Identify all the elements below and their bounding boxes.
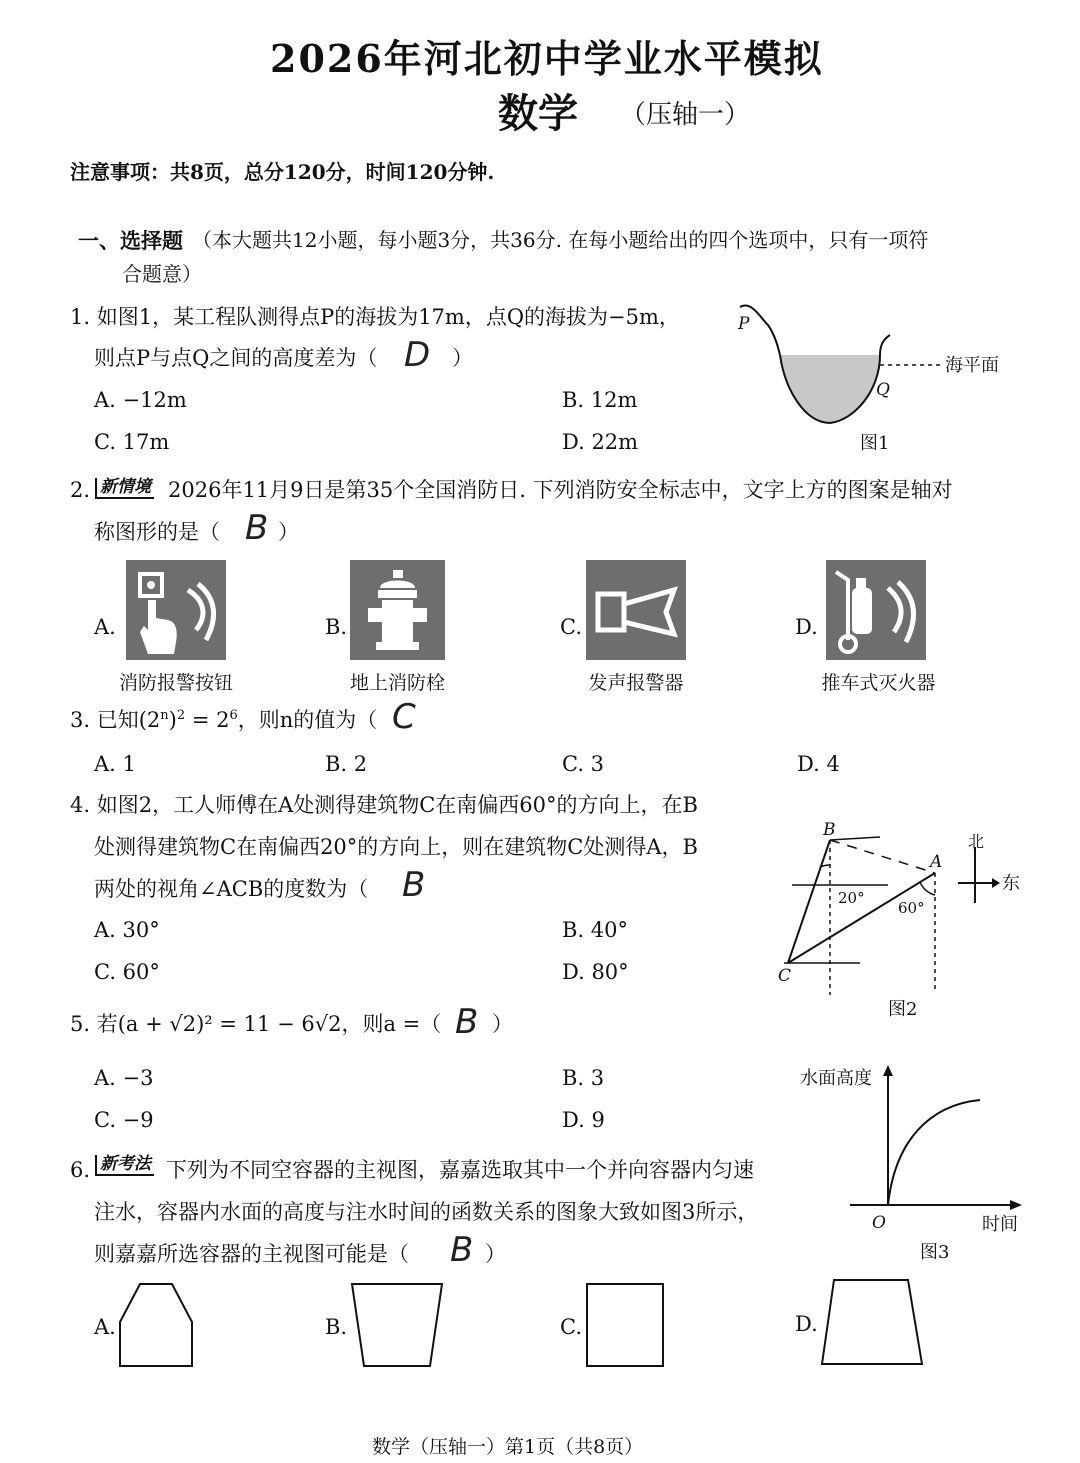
q4-handwritten-answer: B xyxy=(402,865,426,905)
q1-stem-line2: 则点P与点Q之间的高度差为（ xyxy=(94,346,378,370)
figure-2-angle-20: 20° xyxy=(838,889,865,907)
q6-close-paren: ） xyxy=(485,1242,506,1266)
q5-option-b: B. 3 xyxy=(562,1066,605,1090)
figure-2-caption: 图2 xyxy=(888,999,918,1020)
q5-option-c: C. −9 xyxy=(94,1108,154,1132)
q6-stem-line3: 则嘉嘉所选容器的主视图可能是（ xyxy=(94,1242,409,1266)
q2-handwritten-answer: B xyxy=(245,508,269,548)
q4-stem-line3: 两处的视角∠ACB的度数为（ xyxy=(94,877,369,901)
page-title: 2026年河北初中学业水平模拟 xyxy=(270,36,824,81)
q6-option-d-letter: D. xyxy=(795,1312,818,1336)
q2-option-b-caption: 地上消防栓 xyxy=(349,672,445,694)
q2-option-d-caption: 推车式灭火器 xyxy=(821,672,936,694)
figure-1-sea-level: 海平面 xyxy=(945,355,999,376)
q6-option-b-letter: B. xyxy=(325,1315,348,1339)
q3-option-c: C. 3 xyxy=(562,752,605,776)
q1-close-paren: ） xyxy=(452,346,473,370)
q3-handwritten-answer: C xyxy=(392,697,416,737)
figure-2-label-a: A xyxy=(930,852,943,872)
q6-container-d xyxy=(820,1278,926,1368)
q6-container-a xyxy=(118,1282,198,1368)
q2-option-a-letter: A. xyxy=(94,615,116,639)
q1-option-a: A. −12m xyxy=(94,388,187,412)
q6-stem-line2: 注水，容器内水面的高度与注水时间的函数关系的图象大致如图3所示， xyxy=(94,1200,759,1224)
q4-option-d: D. 80° xyxy=(562,960,629,984)
q3-option-d: D. 4 xyxy=(797,752,840,776)
q5-close-paren: ） xyxy=(492,1012,513,1036)
fire-extinguisher-cart-icon xyxy=(826,560,926,660)
q1-stem-line1: 1. 如图1，某工程队测得点P的海拔为17m，点Q的海拔为−5m， xyxy=(70,305,680,329)
page-footer: 数学（压轴一）第1页（共8页） xyxy=(372,1436,644,1458)
q1-option-b: B. 12m xyxy=(562,388,638,412)
subject-title: 数学 xyxy=(498,90,578,137)
figure-2-label-c: C xyxy=(778,966,792,986)
q6-stem-line1: 下列为不同空容器的主视图，嘉嘉选取其中一个并向容器内匀速 xyxy=(166,1158,754,1182)
q6-container-b xyxy=(350,1282,446,1368)
q2-option-a-caption: 消防报警按钮 xyxy=(118,672,233,694)
section-heading: 一、选择题 xyxy=(78,228,183,253)
q2-option-b-letter: B. xyxy=(325,615,348,639)
figure-1-label-q: Q xyxy=(876,380,890,400)
q2-option-c-letter: C. xyxy=(560,615,582,639)
figure-2-label-b: B xyxy=(823,820,836,840)
q1-option-c: C. 17m xyxy=(94,430,170,454)
q3-option-b: B. 2 xyxy=(325,752,368,776)
q4-option-c: C. 60° xyxy=(94,960,160,984)
q1-option-d: D. 22m xyxy=(562,430,639,454)
q6-container-c xyxy=(585,1282,665,1368)
q5-stem: 5. 若(a + √2)² = 11 − 6√2，则a =（ xyxy=(70,1012,442,1036)
q2-close-paren: ） xyxy=(278,520,299,544)
alarm-button-icon xyxy=(126,560,226,660)
figure-2-north: 北 xyxy=(968,832,985,851)
q3-stem: 3. 已知$(2^n)^2 = 2^6$，则n的值为（ xyxy=(70,708,378,732)
figure-2-east: 东 xyxy=(1002,873,1020,894)
q2-option-d-letter: D. xyxy=(795,615,818,639)
q6-option-c-letter: C. xyxy=(560,1315,582,1339)
q4-option-b: B. 40° xyxy=(562,918,629,942)
q6-badge: 新考法 xyxy=(95,1155,154,1176)
figure-3-ylabel: 水面高度 xyxy=(800,1068,872,1089)
figure-1 xyxy=(730,295,1030,455)
q5-option-a: A. −3 xyxy=(94,1066,154,1090)
q2-stem-line2: 称图形的是（ xyxy=(94,520,220,544)
q2-option-c-caption: 发声报警器 xyxy=(588,672,684,694)
q5-handwritten-answer: B xyxy=(455,1002,479,1042)
q5-option-d: D. 9 xyxy=(562,1108,605,1132)
figure-3-origin: O xyxy=(872,1213,886,1233)
q2-stem-line1: 2026年11月9日是第35个全国消防日. 下列消防安全标志中，文字上方的图案是轴对 xyxy=(168,478,953,502)
figure-1-caption: 图1 xyxy=(860,433,890,454)
figure-1-label-p: P xyxy=(738,314,750,334)
q4-stem-line1: 4. 如图2，工人师傅在A处测得建筑物C在南偏西60°的方向上，在B xyxy=(70,793,698,817)
section-description: （本大题共12小题，每小题3分，共36分. 在每小题给出的四个选项中，只有一项符 xyxy=(192,228,929,252)
figure-3 xyxy=(800,1060,1040,1270)
volume-label: （压轴一） xyxy=(620,100,751,130)
figure-2-angle-60: 60° xyxy=(898,899,925,917)
figure-3-caption: 图3 xyxy=(920,1242,950,1263)
q3-option-a: A. 1 xyxy=(94,752,136,776)
q4-stem-line2: 处测得建筑物C在南偏西20°的方向上，则在建筑物C处测得A，B xyxy=(94,835,698,859)
figure-2 xyxy=(770,815,1040,1025)
q2-badge: 新情境 xyxy=(95,478,154,499)
figure-3-xlabel: 时间 xyxy=(982,1214,1018,1235)
q6-handwritten-answer: B xyxy=(450,1230,474,1270)
q4-option-a: A. 30° xyxy=(94,918,160,942)
q1-handwritten-answer: D xyxy=(404,335,431,375)
q6-option-a-letter: A. xyxy=(94,1315,116,1339)
horn-icon xyxy=(586,560,686,660)
section-description-cont: 合题意） xyxy=(122,262,202,286)
fire-hydrant-icon xyxy=(350,560,445,660)
exam-notice: 注意事项：共8页，总分120分，时间120分钟. xyxy=(70,160,495,184)
